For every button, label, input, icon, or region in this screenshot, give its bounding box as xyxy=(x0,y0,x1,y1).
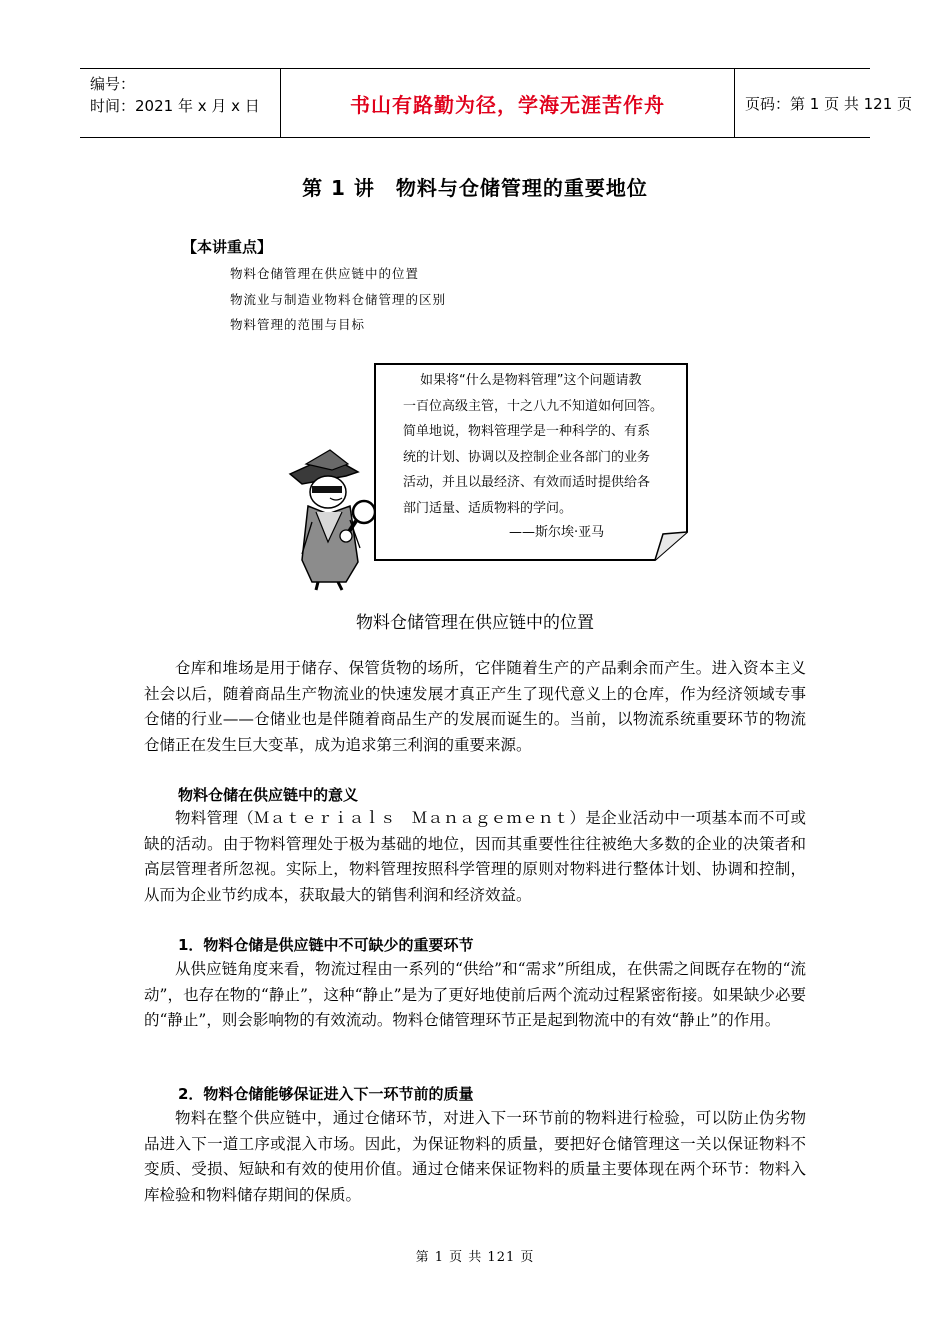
significance-heading: 物料仓储在供应链中的意义 xyxy=(178,786,359,804)
page-title: 第 1 讲 物料与仓储管理的重要地位 xyxy=(302,176,648,200)
point2-paragraph xyxy=(144,1106,806,1208)
intro-text: 仓库和堆场是用于储存、保管货物的场所，它伴随着生产的产品剩余而产生。进入资本主义社会以后，随着商品生产物流业的快速发展才真正产生了现代意义上的仓库，作为经济领域专事仓储的行业——仓储业也是伴随着商品生产的发展而诞生的。当前，以物流系统重要环节的物流仓储正在发生巨大变革，成为追求第三利润的重要来源。 xyxy=(144,659,806,754)
intro-paragraph xyxy=(144,656,806,758)
point1-text: 从供应链角度来看，物流过程由一系列的“供给”和“需求”所组成，在供需之间既存在物的“流动”，也存在物的“静止”，这种“静止”是为了更好地使前后两个流动过程紧密衔接。如果缺少必要的“静止”，则会影响物的有效流动。物料仓储管理环节正是起到物流中的有效“静止”的作用。 xyxy=(144,960,806,1030)
page-info: 页码：第 1 页 共 121 页 xyxy=(745,95,913,113)
key-point-item: 物料管理的范围与目标 xyxy=(230,317,366,332)
page-header xyxy=(80,68,913,138)
quote-line: 活动，并且以最经济、有效而适时提供给各 xyxy=(403,475,651,491)
detective-illustration xyxy=(272,442,382,592)
quote-line: 一百位高级主管，十之八九不知道如何回答。 xyxy=(403,398,664,414)
quote-card xyxy=(373,362,690,562)
quote-text xyxy=(403,368,685,522)
motto: 书山有路勤为径，学海无涯苦作舟 xyxy=(350,93,665,117)
quote-line: 如果将“什么是物料管理”这个问题请教 xyxy=(420,373,642,388)
page-footer: 第 1 页 共 121 页 xyxy=(415,1250,535,1265)
time-line: 时间：2021 年 x 月 x 日 xyxy=(90,97,260,115)
significance-text: 物料管理（Ｍａｔｅｒｉａｌｓ Ｍａｎａｇｅｍｅｎｔ）是企业活动中一项基本而不可或缺的活动。由于物料管理处于极为基础的地位，因而其重要性往往被绝大多数的企业的决策者和高层管理者所忽视。实际上，物料管理按照科学管理的原则对物料进行整体计划、协调和控制，从而为企业节约成本，获取最大的销售利润和经济效益。 xyxy=(144,809,806,904)
quote-line: 简单地说，物料管理学是一种科学的、有系 xyxy=(403,424,651,440)
quote-line: 部门适量、适质物料的学问。 xyxy=(403,500,573,516)
header-meta xyxy=(90,73,280,117)
point2-text: 物料在整个供应链中，通过仓储环节，对进入下一环节前的物料进行检验，可以防止伪劣物品进入下一道工序或混入市场。因此，为保证物料的质量，要把好仓储管理这一关以保证物料不变质、受损、短缺和有效的使用价值。通过仓储来保证物料的质量主要体现在两个环节：物料入库检验和物料储存期间的保质。 xyxy=(144,1109,806,1204)
quote-line: 统的计划、协调以及控制企业各部门的业务 xyxy=(403,449,651,465)
quote-author: ——斯尔埃·亚马 xyxy=(509,525,605,540)
key-point-item: 物流业与制造业物料仓储管理的区别 xyxy=(230,292,447,307)
section-title: 物料仓储管理在供应链中的位置 xyxy=(356,613,594,633)
point1-heading: 1．物料仓储是供应链中不可缺少的重要环节 xyxy=(178,936,474,954)
key-points-heading: 【本讲重点】 xyxy=(182,238,273,256)
significance-paragraph xyxy=(144,806,806,908)
key-point-item: 物料仓储管理在供应链中的位置 xyxy=(230,266,420,281)
header-motto-cell xyxy=(280,69,735,137)
point1-paragraph xyxy=(144,957,806,1034)
serial-label: 编号： xyxy=(90,75,136,93)
point2-heading: 2．物料仓储能够保证进入下一环节前的质量 xyxy=(178,1085,474,1103)
